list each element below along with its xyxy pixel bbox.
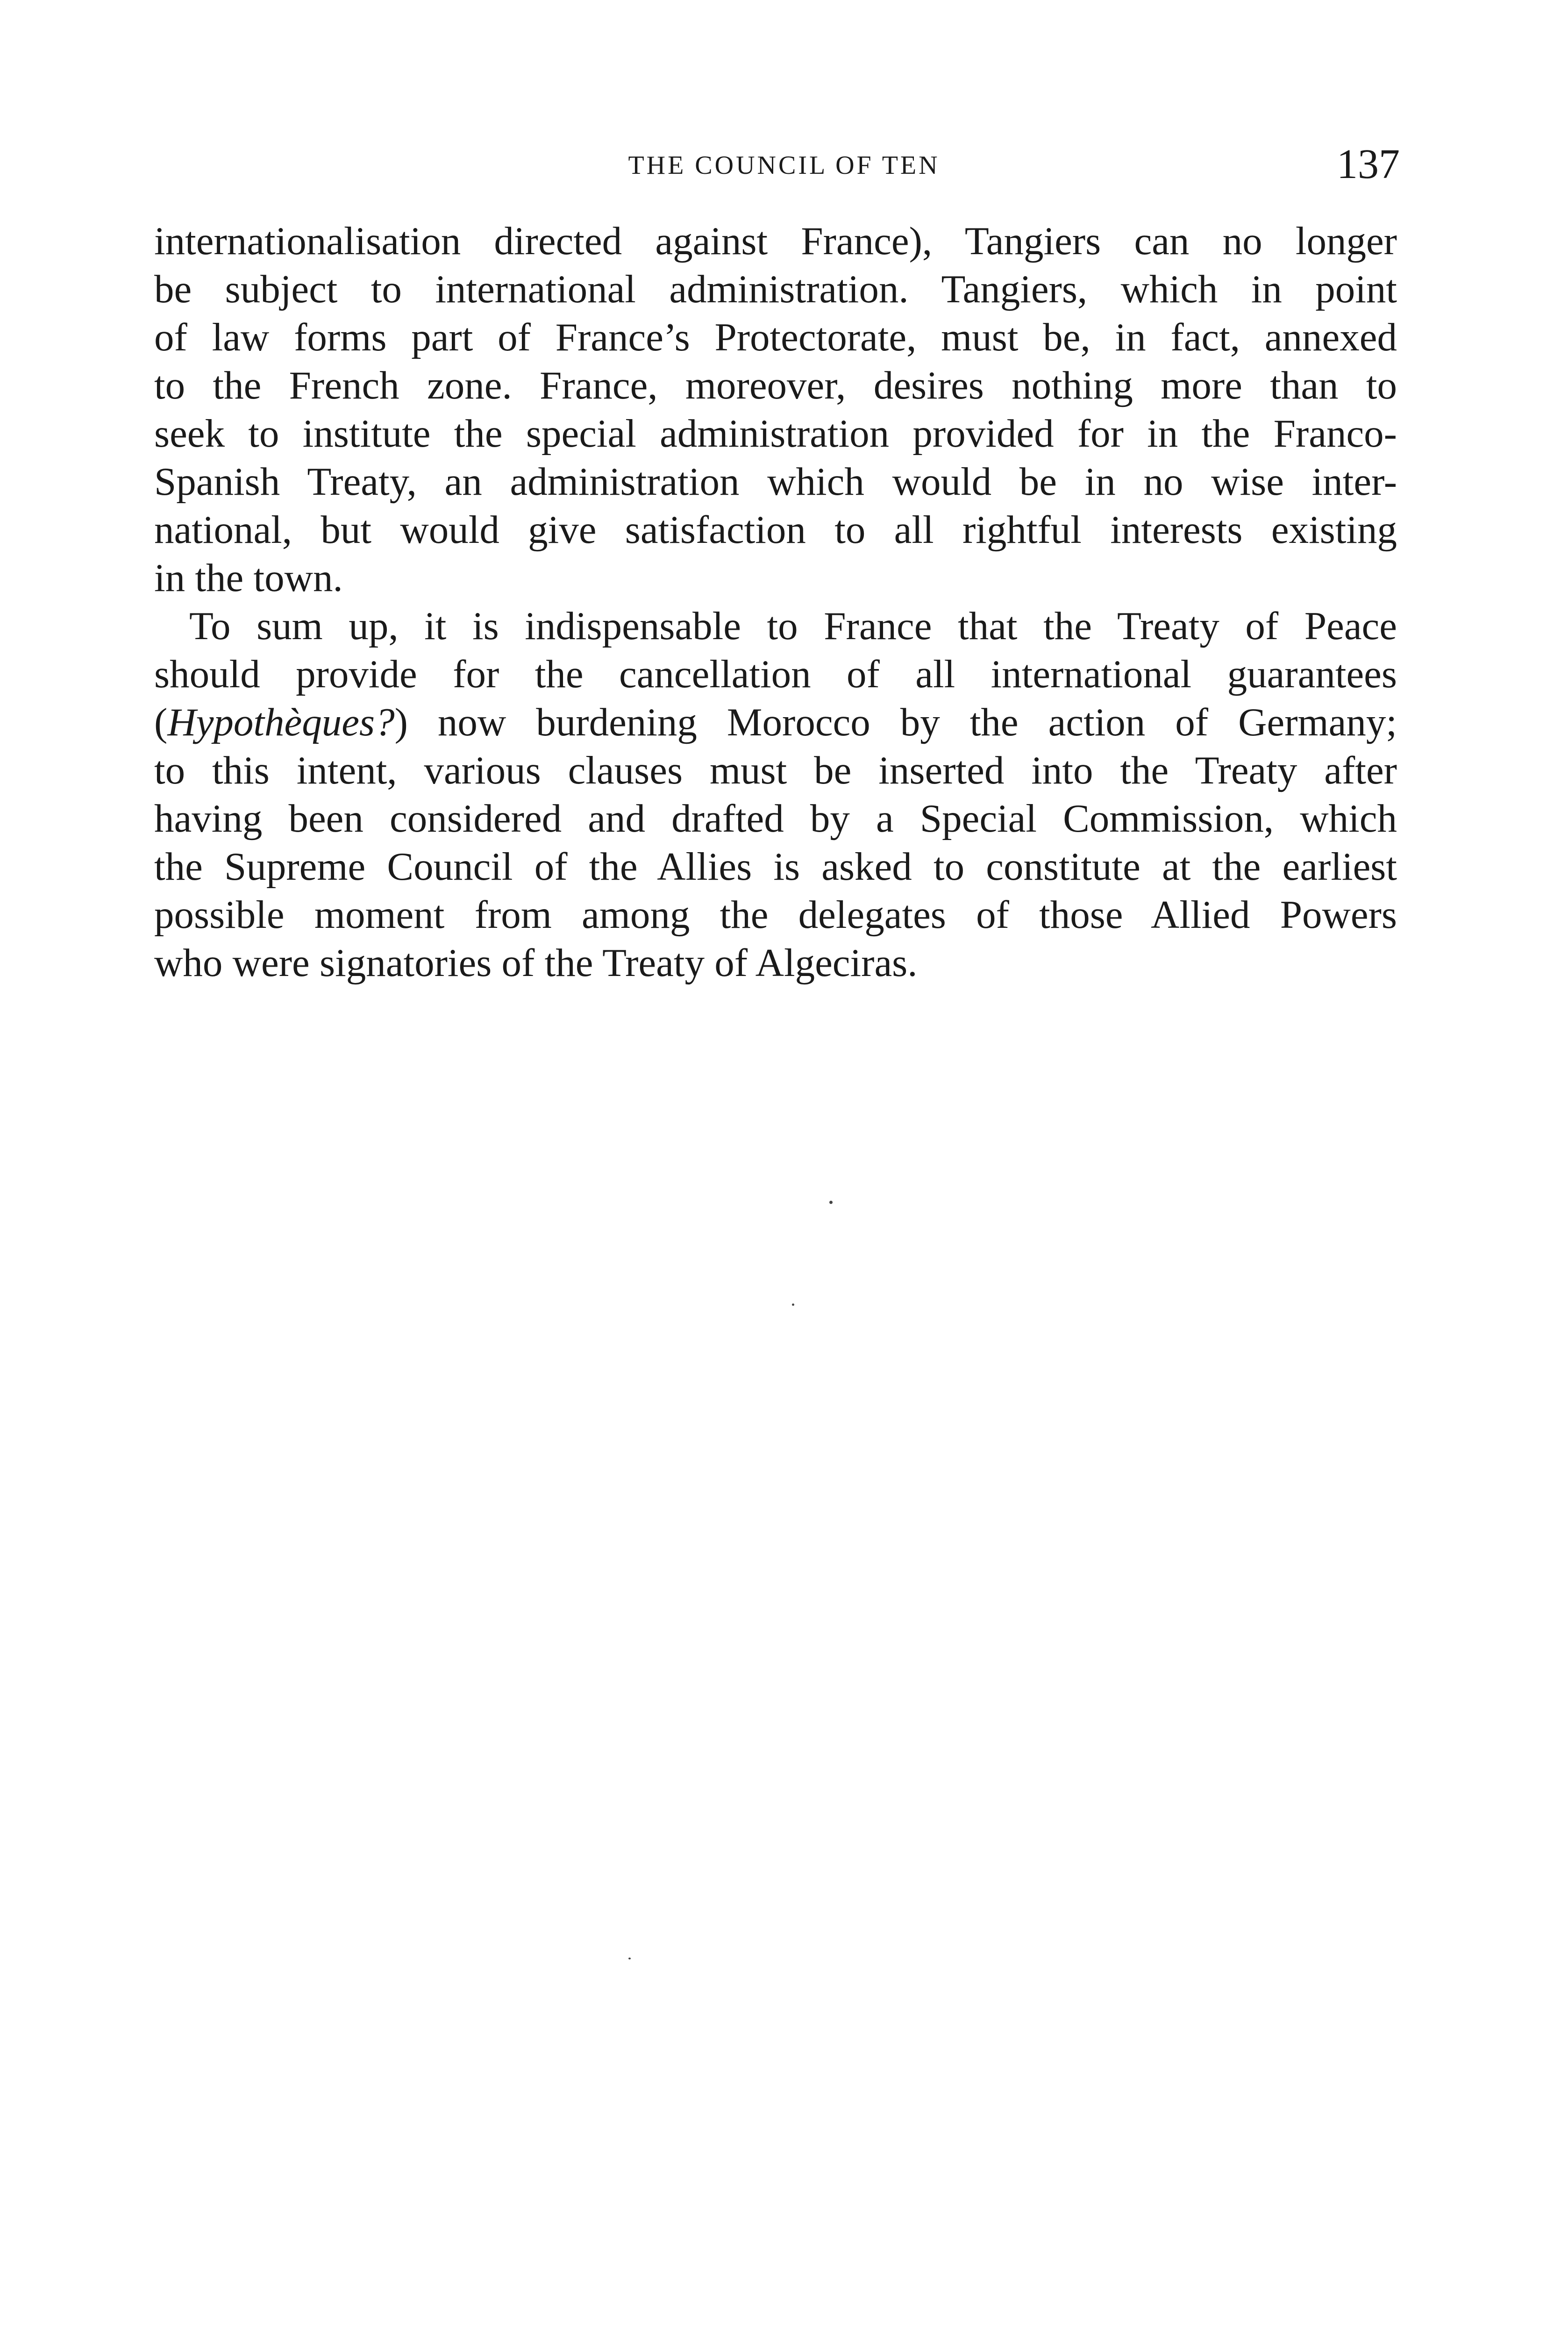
text-line: should provide for the cancellation of all international guarantees <box>154 652 1397 696</box>
scan-speck <box>792 1303 794 1306</box>
text-line: of law forms part of France’s Protectorate, must be, in fact, annexed <box>154 315 1397 359</box>
text-line: having been considered and drafted by a Special Commission, which <box>154 797 1397 840</box>
text-line: To sum up, it is indispensable to France that the Treaty of Peace <box>189 604 1397 648</box>
running-head <box>0 140 1568 192</box>
text-line: be subject to international administration. Tangiers, which in point <box>154 267 1397 311</box>
text-line: who were signatories of the Treaty of Algeciras. <box>154 941 918 985</box>
text-fragment: ( <box>154 700 168 744</box>
scan-speck <box>829 1201 833 1204</box>
text-fragment: ) now burdening Morocco by the action of Germany; <box>394 700 1397 744</box>
text-line: possible moment from among the delegates of those Allied Powers <box>154 893 1397 937</box>
scan-speck <box>628 1958 631 1959</box>
text-line: the Supreme Council of the Allies is asked to constitute at the earliest <box>154 845 1397 889</box>
text-line-with-italic <box>154 698 1397 747</box>
body-text <box>154 217 1397 987</box>
running-title: THE COUNCIL OF TEN <box>628 151 940 180</box>
text-line: Spanish Treaty, an administration which would be in no wise inter- <box>154 460 1397 504</box>
text-line: to the French zone. France, moreover, desires nothing more than to <box>154 363 1397 407</box>
text-line: internationalisation directed against France), Tangiers can no longer <box>154 219 1397 263</box>
text-line: to this intent, various clauses must be inserted into the Treaty after <box>154 748 1397 792</box>
text-line: in the town. <box>154 556 343 600</box>
page-number: 137 <box>1337 141 1400 187</box>
text-line: national, but would give satisfaction to all rightful interests existing <box>154 508 1397 552</box>
italic-term: Hypothèques? <box>167 700 395 744</box>
text-line: seek to institute the special administration provided for in the Franco- <box>154 412 1397 456</box>
